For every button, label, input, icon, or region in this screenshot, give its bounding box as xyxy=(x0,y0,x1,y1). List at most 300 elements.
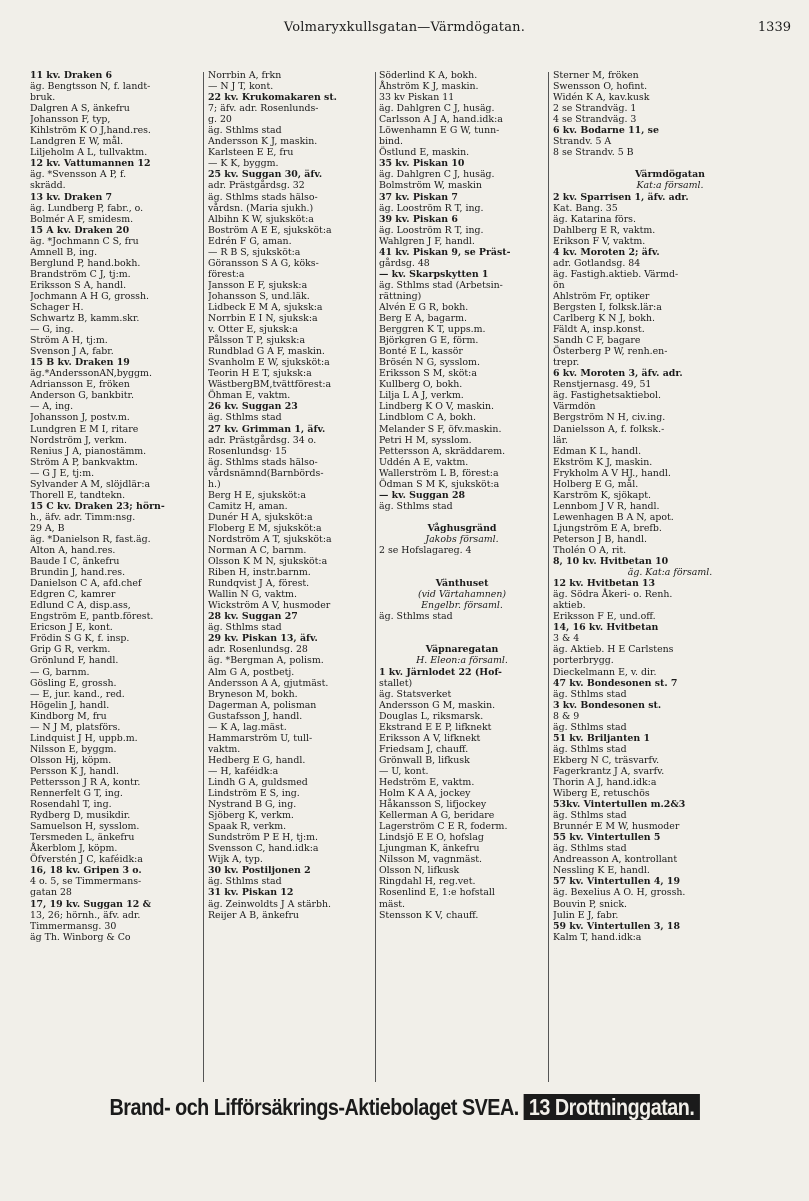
directory-entry: Dunér H A, sjuksköt:a xyxy=(208,511,313,523)
directory-entry: äg. Sthlms stad xyxy=(208,125,282,137)
directory-entry: Julin E J, fabr. xyxy=(553,909,619,921)
directory-entry: Edrén F G, aman. xyxy=(208,235,292,247)
directory-entry: lär. xyxy=(553,434,569,446)
directory-entry: Schager H. xyxy=(30,301,84,313)
directory-entry: 6 kv. Bodarne 11, se xyxy=(553,125,659,137)
directory-entry: Petri H M, sysslom. xyxy=(379,434,472,446)
directory-entry: Hedström E, vaktm. xyxy=(379,777,475,788)
directory-entry: Adriansson E, fröken xyxy=(30,379,130,391)
directory-entry: äg. Sthlms stads hälso- xyxy=(208,191,318,203)
directory-entry: äg. Katarina förs. xyxy=(553,213,636,225)
directory-entry: 15 A kv. Draken 20 xyxy=(30,224,130,236)
directory-entry: Wickström A V, husmoder xyxy=(208,600,331,612)
directory-entry: Lindh G A, guldsmed xyxy=(208,777,308,788)
directory-entry: Våghusgränd xyxy=(427,522,497,534)
directory-entry: — A, ing. xyxy=(30,401,74,413)
directory-entry: Värmdögatan xyxy=(634,169,705,181)
directory-entry: Nordström J, verkm. xyxy=(30,434,127,446)
directory-entry: Thorin A J, hand.idk:a xyxy=(553,777,657,788)
directory-entry: 15 C kv. Draken 23; hörn- xyxy=(30,500,165,512)
directory-entry: Ahlström Fr, optiker xyxy=(553,290,650,302)
directory-entry: Danielson C A, afd.chef xyxy=(30,578,142,590)
directory-entry: 31 kv. Piskan 12 xyxy=(208,887,294,899)
page-title: Volmaryxkullsgatan—Värmdögatan. xyxy=(283,20,526,35)
directory-entry: Floberg E M, sjuksköt:a xyxy=(208,522,322,534)
directory-entry: Danielsson A, f. folksk.- xyxy=(553,423,665,435)
directory-entry: Douglas L, riksmarsk. xyxy=(379,710,484,722)
directory-entry: Berg H E, sjuksköt:a xyxy=(208,489,306,501)
directory-entry: Sjöberg K, verkm. xyxy=(208,810,294,822)
directory-entry: Gösling E, grossh. xyxy=(30,677,117,689)
directory-entry: Gustafsson J, handl. xyxy=(208,710,303,722)
directory-entry: H. Eleon:a församl. xyxy=(416,655,508,667)
directory-entry: äg. *Danielson R, fast.äg. xyxy=(30,533,151,545)
directory-entry: Alton A, hand.res. xyxy=(30,545,116,557)
directory-entry: Brösén N G, sysslom. xyxy=(379,357,480,369)
directory-entry: trepr. xyxy=(553,357,580,369)
directory-entry: bruk. xyxy=(30,92,56,104)
directory-entry: 16, 18 kv. Gripen 3 o. xyxy=(30,865,142,877)
directory-entry: Jochmann A H G, grossh. xyxy=(30,290,150,302)
directory-entry: äg.*AnderssonAN,byggm. xyxy=(30,368,152,380)
directory-entry: äg. Zeinwoldts J A stärbh. xyxy=(208,898,332,910)
directory-entry: 26 kv. Suggan 23 xyxy=(208,401,298,413)
directory-entry: Wahlgren J F, handl. xyxy=(379,235,475,247)
column-divider xyxy=(548,72,549,1082)
directory-entry: Boström A E E, sjuksköt:a xyxy=(208,224,332,236)
directory-entry: äg. *Jochmann C S, fru xyxy=(30,235,139,247)
directory-entry: h.) xyxy=(208,478,221,490)
directory-entry: Rosenlind E, 1:e hofstall xyxy=(379,887,495,899)
directory-entry: 7; äfv. adr. Rosenlunds- xyxy=(208,103,319,115)
directory-entry: Kullberg O, bokh. xyxy=(379,379,463,391)
directory-entry: Nystrand B G, ing. xyxy=(208,799,297,811)
page-header xyxy=(0,20,809,44)
directory-entry: Wiberg E, retuschös xyxy=(553,788,650,800)
directory-entry: 51 kv. Briljanten 1 xyxy=(553,732,651,744)
directory-entry: Berg E A, bagarm. xyxy=(379,313,467,325)
directory-entry: Österberg P W, renh.en- xyxy=(553,346,668,358)
directory-entry: Ekstrand E E P, lifknekt xyxy=(379,721,492,733)
directory-entry: Thorell E, tandtekn. xyxy=(30,489,126,501)
directory-entry: Öhman E, vaktm. xyxy=(208,390,291,402)
directory-entry: Lidbeck E M A, sjuksk:a xyxy=(208,301,323,313)
directory-entry: — E, jur. kand., red. xyxy=(30,688,125,700)
directory-entry: gårdsg. 48 xyxy=(379,257,430,269)
directory-entry: 30 kv. Postiljonen 2 xyxy=(208,865,311,877)
directory-entry: äg. Sthlms stad xyxy=(553,743,627,755)
directory-entry: 37 kv. Piskan 7 xyxy=(379,191,458,203)
directory-entry: äg. Sthlms stad xyxy=(208,412,282,424)
directory-entry: h., äfv. adr. Timm:nsg. xyxy=(30,511,136,523)
directory-entry: Liljeholm A L, tullvaktm. xyxy=(30,147,148,159)
directory-entry: Camitz H, aman. xyxy=(208,500,288,512)
directory-entry: Norman A C, barnm. xyxy=(208,545,307,557)
directory-entry: Anderson G, bankbitr. xyxy=(30,390,134,402)
directory-entry: Pålsson T P, sjuksk:a xyxy=(208,335,306,347)
directory-entry: Dalgren A S, änkefru xyxy=(30,103,130,115)
directory-entry: Åhström K J, maskin. xyxy=(379,81,479,93)
directory-entry: Dahlberg E R, vaktm. xyxy=(553,224,656,236)
directory-entry: äg. Sthlms stad xyxy=(553,688,627,700)
directory-entry: 29 A, B xyxy=(30,522,65,534)
directory-entry: Karlsteen E E, fru xyxy=(208,147,294,159)
directory-entry: Strandv. 5 A xyxy=(553,136,612,148)
directory-entry: 33 kv Piskan 11 xyxy=(379,92,455,104)
directory-entry: äg. Statsverket xyxy=(379,688,452,700)
directory-entry: Norrbin E I N, sjuksk:a xyxy=(208,313,318,325)
advertisement-footer xyxy=(57,1094,753,1121)
directory-entry: Widén K A, kav.kusk xyxy=(553,92,650,104)
directory-entry: Hammarström U, tull- xyxy=(208,732,313,744)
directory-entry: Spaak R, verkm. xyxy=(208,821,287,833)
directory-entry xyxy=(553,158,787,169)
directory-entry: Erikson F V, vaktm. xyxy=(553,235,646,247)
directory-entry: äg. Sthlms stad xyxy=(208,622,282,634)
directory-entry: Olsson N, lifkusk xyxy=(379,865,460,877)
directory-entry: Reijer A B, änkefru xyxy=(208,909,299,921)
directory-entry: Lennbom J V R, handl. xyxy=(553,500,660,512)
directory-entry: Ström A P, bankvaktm. xyxy=(30,456,138,468)
directory-entry: Östlund E, maskin. xyxy=(379,147,470,159)
directory-entry: Renstjernasg. 49, 51 xyxy=(553,379,652,391)
directory-entry: — R B S, sjuksköt:a xyxy=(208,246,301,258)
directory-entry: adr. Gotlandsg. 84 xyxy=(553,257,641,269)
directory-entry: Uddén A E, vaktm. xyxy=(379,456,469,468)
directory-entry: Rennerfelt G T, ing. xyxy=(30,788,123,800)
directory-entry: 4 o. 5, se Timmermans- xyxy=(30,876,142,888)
directory-entry: Swensson O, hofint. xyxy=(553,81,648,93)
directory-entry: Rosendahl T, ing. xyxy=(30,799,112,811)
directory-entry: Ericson J E, kont. xyxy=(30,622,113,634)
directory-entry: Björkgren G E, förm. xyxy=(379,335,479,347)
directory-entry: Nessling K E, handl. xyxy=(553,865,650,877)
directory-entry: Schwartz B, kamm.skr. xyxy=(30,313,140,325)
directory-entry: Frykholm A V HJ., handl. xyxy=(553,467,671,479)
directory-entry: Ström A H, tj:m. xyxy=(30,335,108,347)
directory-entry: Sundström P E H, tj:m. xyxy=(208,832,319,844)
directory-entry: Edlund C A, disp.ass, xyxy=(30,600,131,612)
directory-entry: Lewenhagen B A N, apot. xyxy=(553,511,674,523)
directory-entry xyxy=(379,556,545,567)
directory-entry xyxy=(379,512,545,523)
directory-entry: Svanholm E W, sjuksköt:a xyxy=(208,357,330,369)
directory-entry: äg. Sthlms stad xyxy=(379,500,453,512)
directory-entry: Brundin J, hand.res. xyxy=(30,567,126,579)
directory-entry: Håkansson S, lifjockey xyxy=(379,799,487,811)
directory-entry: Högelin J, handl. xyxy=(30,699,110,711)
directory-entry: 4 se Strandväg. 3 xyxy=(553,114,637,126)
directory-entry: Andersson A A, gjutmäst. xyxy=(208,677,329,689)
directory-entry: Vänthuset xyxy=(435,578,489,590)
directory-entry: Kellerman A G, beridare xyxy=(379,810,495,822)
directory-entry: äg. Kat:a församl. xyxy=(627,567,713,579)
directory-entry xyxy=(379,622,545,633)
directory-entry: — G, ing. xyxy=(30,324,74,336)
advertisement-text: Brand- och Lifförsäkrings-Aktiebolaget SVEA. xyxy=(109,1094,519,1120)
directory-entry: 39 kv. Piskan 6 xyxy=(379,213,458,225)
directory-entry: äg. Fastighetsaktiebol. xyxy=(553,390,661,402)
directory-entry: ön xyxy=(553,279,565,291)
directory-entry: 11 kv. Draken 6 xyxy=(30,70,113,81)
directory-entry: Lindberg K O V, maskin. xyxy=(379,401,495,413)
directory-entry: Wallerström L B, förest:a xyxy=(379,467,499,479)
directory-entry: Rydberg D, musikdir. xyxy=(30,810,131,822)
directory-entry: 15 B kv. Draken 19 xyxy=(30,357,130,369)
directory-entry: Bergström N H, civ.ing. xyxy=(553,412,666,424)
directory-entry: Ljungström E A, brefb. xyxy=(553,522,662,534)
directory-entry: stallet) xyxy=(379,677,413,689)
directory-entry: 22 kv. Krukomakaren st. xyxy=(208,92,337,104)
directory-entry: Andreasson A, kontrollant xyxy=(553,854,678,866)
directory-entry: Brunnér E M W, husmoder xyxy=(553,821,680,833)
directory-entry: Andersson G M, maskin. xyxy=(379,699,496,711)
directory-entry: äg. Aktieb. H E Carlstens xyxy=(553,644,674,656)
directory-entry: Pettersson J R A, kontr. xyxy=(30,777,141,788)
directory-entry: Sandh C F, bagare xyxy=(553,335,641,347)
directory-entry: Timmermansg. 30 xyxy=(30,920,117,932)
directory-entry: Öfverstén J C, kaféidk:a xyxy=(30,854,143,866)
directory-entry: Stensson K V, chauff. xyxy=(379,909,479,921)
directory-entry: Dieckelmann E, v. dir. xyxy=(553,666,657,678)
directory-entry: Tersmeden L, änkefru xyxy=(30,832,135,844)
directory-entry: Kalm T, hand.idk:a xyxy=(553,931,642,943)
directory-entry: äg. Sthlms stad xyxy=(379,611,453,623)
directory-entry: Albihn K W, sjuksköt:a xyxy=(208,213,314,225)
directory-entry xyxy=(379,567,545,578)
directory-entry: Sterner M, fröken xyxy=(553,70,639,81)
directory-entry: 3 kv. Bondesonen st. xyxy=(553,699,662,711)
directory-entry: Bergsten I, folksk.lär:a xyxy=(553,301,662,313)
directory-entry: Edgren C, kamrer xyxy=(30,589,116,601)
directory-entry: äg. Bengtsson N, f. landt- xyxy=(30,81,151,93)
directory-entry: Svenson J A, fabr. xyxy=(30,346,114,358)
directory-entry: äg. Fastigh.aktieb. Värmd- xyxy=(553,268,679,280)
directory-entry: Wallin N G, vaktm. xyxy=(208,589,297,601)
directory-entry: Bolmér A F, smidesm. xyxy=(30,213,134,225)
directory-entry: Eriksson F E, und.off. xyxy=(553,611,656,623)
directory-entry: äg. *Bergman A, polism. xyxy=(208,655,324,667)
directory-entry: 41 kv. Piskan 9, se Präst- xyxy=(379,246,511,258)
directory-entry: — G J E, tj:m. xyxy=(30,467,95,479)
directory-entry: Fäldt A, insp.konst. xyxy=(553,324,645,336)
directory-entry: bind. xyxy=(379,136,404,148)
directory-entry: Holm K A A, jockey xyxy=(379,788,471,800)
directory-entry: Renius J A, pianostämm. xyxy=(30,445,147,457)
directory-entry: 25 kv. Suggan 30, äfv. xyxy=(208,169,323,181)
directory-entry: äg. Sthlms stad xyxy=(553,721,627,733)
directory-entry: äg. Lundberg P, fabr., o. xyxy=(30,202,144,214)
page-number: 1339 xyxy=(757,20,791,35)
column-divider xyxy=(375,72,376,1082)
directory-entry: Andersson K J, maskin. xyxy=(208,136,318,148)
directory-entry: äg. Sthlms stad xyxy=(553,810,627,822)
directory-entry: Eriksson S A, handl. xyxy=(30,279,127,291)
directory-entry: Riben H, instr.barnm. xyxy=(208,567,311,579)
directory-entry: — U, kont. xyxy=(379,765,429,777)
directory-entry: Rundqvist J A, förest. xyxy=(208,578,310,590)
directory-entry: äg. Sthlms stad xyxy=(208,876,282,888)
directory-entry: Carlsson A J A, hand.idk:a xyxy=(379,114,503,126)
directory-entry: Ekström K J, maskin. xyxy=(553,456,653,468)
directory-entry: Fagerkrantz J A, svarfv. xyxy=(553,765,665,777)
directory-entry: — N J T, kont. xyxy=(208,81,274,93)
directory-entry: äg. Looström R T, ing. xyxy=(379,224,484,236)
directory-entry: Persson K J, handl. xyxy=(30,765,119,777)
directory-entry: WästbergBM,tvättförest:a xyxy=(208,379,332,391)
directory-entry: 47 kv. Bondesonen st. 7 xyxy=(553,677,678,689)
advertisement-address: 13 Drottninggatan. xyxy=(524,1094,700,1120)
directory-entry: Svensson C, hand.idk:a xyxy=(208,843,319,855)
directory-column-4 xyxy=(553,70,787,943)
directory-entry: äg. Sthlms stad (Arbetsin- xyxy=(379,279,503,291)
directory-entry: 3 & 4 xyxy=(553,633,580,645)
directory-entry: 12 kv. Vattumannen 12 xyxy=(30,158,151,170)
directory-entry: Alvén E G R, bokh. xyxy=(379,301,469,313)
directory-entry: Johansson J, postv.m. xyxy=(30,412,130,424)
directory-entry: Karström K, sjökapt. xyxy=(553,489,651,501)
directory-entry: Värmdön xyxy=(553,401,596,413)
directory-entry: Grönwall B, lifkusk xyxy=(379,754,470,766)
directory-entry: vårdsn. (Maria sjukh.) xyxy=(208,202,314,214)
directory-entry: Engström E, pantb.förest. xyxy=(30,611,154,623)
directory-entry: Rosenlundsg· 15 xyxy=(208,445,287,457)
directory-entry: Peterson J B, handl. xyxy=(553,533,647,545)
directory-entry: Ringdahl H, reg.vet. xyxy=(379,876,476,888)
directory-entry: Carlberg K N J, bokh. xyxy=(553,313,655,325)
directory-entry: Bouvin P, snick. xyxy=(553,898,628,910)
directory-entry: Wijk A, typ. xyxy=(208,854,263,866)
directory-entry: — kv. Suggan 28 xyxy=(379,489,466,501)
directory-entry: 8 & 9 xyxy=(553,710,580,722)
directory-entry: 13, 26; hörnh., äfv. adr. xyxy=(30,909,141,921)
directory-entry: Lindström E S, ing. xyxy=(208,788,300,800)
directory-entry: äg. Södra Åkeri- o. Renh. xyxy=(553,589,673,601)
directory-entry: 55 kv. Vintertullen 5 xyxy=(553,832,661,844)
directory-entry: Grip G R, verkm. xyxy=(30,644,111,656)
directory-entry: Nilsson E, byggm. xyxy=(30,743,117,755)
directory-entry: 8, 10 kv. Hvitbetan 10 xyxy=(553,556,669,568)
column-divider xyxy=(203,72,204,1082)
directory-entry: Brandström C J, tj:m. xyxy=(30,268,131,280)
directory-entry: — K A, lag.mäst. xyxy=(208,721,287,733)
directory-entry: Eriksson A V, lifknekt xyxy=(379,732,481,744)
directory-entry: Tholén O A, rit. xyxy=(553,545,627,557)
directory-entry: Pettersson A, skräddarem. xyxy=(379,445,506,457)
directory-entry: Landgren E W, mål. xyxy=(30,136,124,148)
directory-entry: v. Otter E, sjuksk:a xyxy=(208,324,298,336)
directory-entry: Jansson E F, sjuksk:a xyxy=(208,279,308,291)
directory-entry: Holberg E G, mål. xyxy=(553,478,639,490)
directory-entry: Berglund P, hand.bokh. xyxy=(30,257,141,269)
directory-entry: förest:a xyxy=(208,268,245,280)
directory-entry: Ekberg N C, träsvarfv. xyxy=(553,754,660,766)
directory-entry: Göransson S A G, köks- xyxy=(208,257,319,269)
directory-entry: Olsson K M N, sjuksköt:a xyxy=(208,556,328,568)
directory-entry: Hedberg E G, handl. xyxy=(208,754,306,766)
directory-entry: Samuelson H, sysslom. xyxy=(30,821,140,833)
directory-entry: Olsson Hj, köpm. xyxy=(30,754,112,766)
directory-entry: 17, 19 kv. Suggan 12 & xyxy=(30,898,152,910)
directory-entry: 57 kv. Vintertullen 4, 19 xyxy=(553,876,680,888)
directory-entry: — kv. Skarpskytten 1 xyxy=(379,268,489,280)
directory-entry: äg. Sthlms stads hälso- xyxy=(208,456,318,468)
directory-entry: äg. Dahlgren C J, husäg. xyxy=(379,103,495,115)
directory-entry: — G, barnm. xyxy=(30,666,90,678)
directory-entry: Kindborg M, fru xyxy=(30,710,107,722)
directory-entry: mäst. xyxy=(379,898,406,910)
directory-entry: — K K, byggm. xyxy=(208,158,279,170)
directory-entry: (vid Värtahamnen) xyxy=(417,589,507,601)
directory-entry: äg. Looström R T, ing. xyxy=(379,202,484,214)
directory-entry: 2 se Strandväg. 1 xyxy=(553,103,637,115)
directory-entry: Rundblad G A F, maskin. xyxy=(208,346,325,358)
directory-entry: Teorin H E T, sjuksk:a xyxy=(208,368,312,380)
directory-entry: Nilsson M, vagnmäst. xyxy=(379,854,483,866)
directory-entry: 12 kv. Hvitbetan 13 xyxy=(553,578,656,590)
directory-entry: adr. Rosenlundsg. 28 xyxy=(208,644,308,656)
directory-entry: Ljungman K, änkefru xyxy=(379,843,480,855)
directory-entry: Friedsam J, chauff. xyxy=(379,743,469,755)
directory-entry: Lagerström C E R, foderm. xyxy=(379,821,508,833)
directory-entry: Söderlind K A, bokh. xyxy=(379,70,478,81)
directory-entry: Johansson S, und.läk. xyxy=(208,290,310,302)
directory-entry: 8 se Strandv. 5 B xyxy=(553,147,634,159)
directory-column-1 xyxy=(30,70,198,943)
directory-entry: Löwenhamn E G W, tunn- xyxy=(379,125,500,137)
directory-entry: Johansson F, typ, xyxy=(30,114,111,126)
directory-entry: Baude I C, änkefru xyxy=(30,556,120,568)
directory-entry: Sylvander A M, slöjdlär:a xyxy=(30,478,151,490)
directory-entry: Dagerman A, polisman xyxy=(208,699,317,711)
directory-entry: Lindblom C A, bokh. xyxy=(379,412,477,424)
directory-entry: aktieb. xyxy=(553,600,586,612)
directory-entry: Nordström A T, sjuksköt:a xyxy=(208,533,332,545)
directory-entry: äg. Bexelius A O. H, grossh. xyxy=(553,887,686,899)
directory-entry: äg. Sthlms stad xyxy=(553,843,627,855)
directory-entry: Bryneson M, bokh. xyxy=(208,688,298,700)
directory-entry: Lundgren E M I, ritare xyxy=(30,423,139,435)
directory-entry: Kat:a församl. xyxy=(636,180,704,192)
directory-entry: äg. *Svensson A P, f. xyxy=(30,169,127,181)
directory-entry: 2 kv. Sparrisen 1, äfv. adr. xyxy=(553,191,689,203)
directory-entry: Norrbin A, frkn xyxy=(208,70,282,81)
directory-entry: 2 se Hofslagareg. 4 xyxy=(379,545,472,557)
directory-entry: Engelbr. församl. xyxy=(421,600,503,612)
directory-entry: Melander S F, öfv.maskin. xyxy=(379,423,502,435)
directory-entry: 6 kv. Moroten 3, äfv. adr. xyxy=(553,368,683,380)
directory-entry: 29 kv. Piskan 13, äfv. xyxy=(208,633,318,645)
directory-entry: Ödman S M K, sjuksköt:a xyxy=(379,478,500,490)
directory-entry: Frödin S G K, f. insp. xyxy=(30,633,130,645)
directory-entry: äg Th. Winborg & Co xyxy=(30,931,131,943)
directory-entry: 35 kv. Piskan 10 xyxy=(379,158,465,170)
directory-entry xyxy=(379,633,545,644)
directory-entry: 4 kv. Moroten 2; äfv. xyxy=(553,246,660,258)
directory-entry: Edman K L, handl. xyxy=(553,445,642,457)
directory-entry: skrädd. xyxy=(30,180,66,192)
directory-entry: — N J M, platsförs. xyxy=(30,721,121,733)
directory-entry: 28 kv. Suggan 27 xyxy=(208,611,298,623)
directory-entry: Jakobs församl. xyxy=(425,533,499,545)
directory-entry: Väpnaregatan xyxy=(425,644,499,656)
directory-entry: vårdsnämnd(Barnbörds- xyxy=(208,467,324,479)
directory-entry: Grönlund F, handl. xyxy=(30,655,119,667)
directory-entry: 59 kv. Vintertullen 3, 18 xyxy=(553,920,680,932)
directory-entry: adr. Prästgårdsg. 34 o. xyxy=(208,434,317,446)
directory-entry: Lilja L A J, verkm. xyxy=(379,390,464,402)
directory-entry: Kat. Bang. 35 xyxy=(553,202,618,214)
